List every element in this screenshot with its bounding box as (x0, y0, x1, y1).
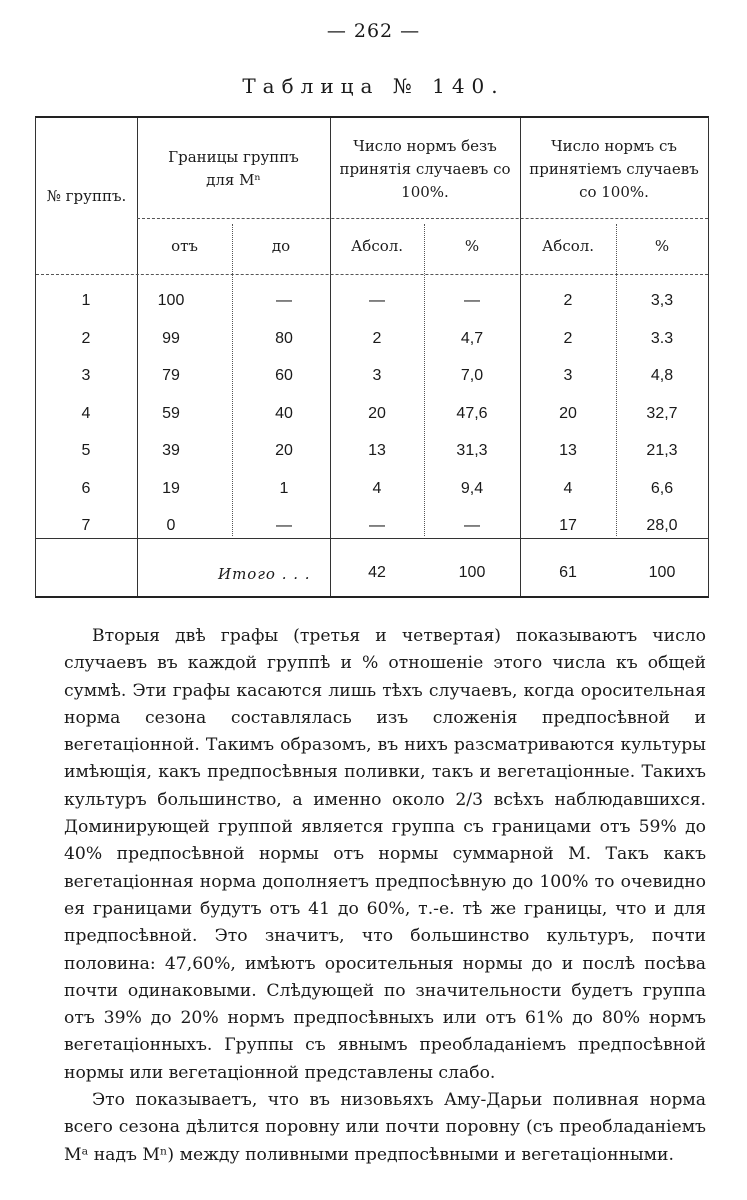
total-label: Итого . . . (218, 565, 311, 583)
row-abs-without: — (369, 292, 385, 309)
row-to: 1 (279, 479, 289, 497)
row-abs-with: 17 (559, 517, 577, 534)
row-abs-with: 13 (559, 442, 577, 459)
row-abs-with: 20 (559, 404, 577, 422)
row-from: 19 (162, 479, 180, 497)
header-rule (36, 274, 708, 275)
row-from: 39 (162, 442, 180, 459)
row-to: 20 (275, 442, 293, 459)
row-to: — (276, 517, 292, 534)
row-pct-without: 31,3 (456, 442, 488, 459)
row-from: 59 (162, 404, 180, 422)
row-to: 40 (275, 404, 293, 422)
row-pct-with: 32,7 (646, 404, 678, 422)
total-abs-without: 42 (368, 564, 386, 581)
body-text (64, 623, 706, 1169)
row-abs-with: 3 (563, 367, 573, 384)
header-abs-with: Абсол. (541, 236, 595, 255)
row-pct-without: 47,6 (456, 404, 488, 422)
row-abs-with: 2 (563, 329, 573, 347)
row-group: 2 (81, 329, 91, 347)
total-pct-with: 100 (648, 564, 676, 581)
row-group: 5 (81, 442, 91, 459)
table-title: Таблица № 140. (242, 74, 505, 98)
row-pct-without: 9,4 (460, 479, 484, 497)
header-with: Число нормъ съ принятіемъ случаевъ со 100%. (529, 136, 699, 201)
row-from: 79 (162, 367, 180, 384)
paragraph: Вторыя двѣ графы (третья и четвертая) показываютъ число случаевъ въ каждой группѣ и % отношеніе этого числа къ общей суммѣ. Эти графы касаются лишь тѣхъ случаевъ, когда оросительная норма сезона составлялась изъ сложенія предпосѣвной и вегетаціонной. Такимъ образомъ, въ нихъ разсматриваются культуры имѣющія, какъ предпосѣвныя поливки, такъ и вегетаціонные. Такихъ культуръ большинство, а именно около 2/3 всѣхъ наблюдавшихся. Доминирующей группой является группа съ границами отъ 59% до 40% предпосѣвной нормы отъ нормы суммарной M. Такъ какъ вегетаціонная норма дополняетъ предпосѣвную до 100% то очевидно ея границами будутъ отъ 41 до 60%, т.-е. тѣ же границы, что и для предпосѣвной. Это значитъ, что большинство культуръ, почти половина: 47,60%, имѣютъ оросительныя нормы до и послѣ посѣва почти одинаковыми. Слѣдующей по значительности будетъ группа отъ 39% до 20% нормъ предпосѣвныхъ или отъ 61% до 80% нормъ вегетаціонныхъ. Группы съ явнымъ преобладаніемъ предпосѣвной нормы или вегетаціонной представлены слабо. (64, 626, 706, 1083)
row-abs-without: 20 (368, 404, 386, 422)
total-abs-with: 61 (559, 564, 577, 581)
row-pct-with: 6,6 (650, 479, 674, 497)
header-bounds: Границы группъ для Mⁿ (168, 148, 299, 189)
row-abs-with: 4 (563, 479, 573, 497)
row-from: 99 (162, 329, 180, 347)
page-number: — 262 — (326, 20, 421, 42)
header-pct-with: % (654, 236, 670, 255)
row-abs-without: 2 (372, 329, 382, 347)
header-from: отъ (171, 236, 198, 255)
row-group: 6 (81, 479, 91, 497)
total-pct-without: 100 (458, 564, 486, 581)
row-pct-with: 4,8 (650, 367, 674, 384)
row-to: 80 (275, 329, 293, 347)
row-pct-without: 7,0 (460, 367, 484, 384)
row-pct-with: 3,3 (650, 292, 674, 309)
total-rule (36, 538, 708, 539)
row-from: 0 (166, 517, 176, 534)
row-pct-with: 21,3 (646, 442, 678, 459)
row-abs-without: 4 (372, 479, 382, 497)
row-abs-without: 13 (368, 442, 386, 459)
row-pct-without: 4,7 (460, 329, 484, 347)
row-group: 4 (81, 404, 91, 422)
data-table (35, 116, 709, 598)
row-pct-with: 3.3 (650, 329, 674, 347)
row-to: — (276, 292, 292, 309)
row-from: 100 (157, 292, 185, 309)
row-abs-without: 3 (372, 367, 382, 384)
row-to: 60 (275, 367, 293, 384)
row-group: 7 (81, 517, 91, 534)
row-pct-without: — (464, 517, 480, 534)
header-pct-without: % (464, 236, 480, 255)
row-pct-without: — (464, 292, 480, 309)
row-abs-with: 2 (563, 292, 573, 309)
row-group: 1 (81, 292, 91, 309)
header-to: до (271, 236, 291, 255)
paragraph: Это показываетъ, что въ низовьяхъ Аму-Дарьи поливная норма всего сезона дѣлится поровну или почти поровну (съ преобладаніемъ Mᵃ надъ Mⁿ) между поливными предпосѣвными и вегетаціонными. (64, 1090, 706, 1165)
header-group: № группъ. (46, 186, 127, 205)
row-pct-with: 28,0 (646, 517, 678, 534)
header-abs-without: Абсол. (350, 236, 404, 255)
header-without: Число нормъ безъ принятія случаевъ со 100%. (339, 136, 511, 201)
row-group: 3 (81, 367, 91, 384)
row-abs-without: — (369, 517, 385, 534)
